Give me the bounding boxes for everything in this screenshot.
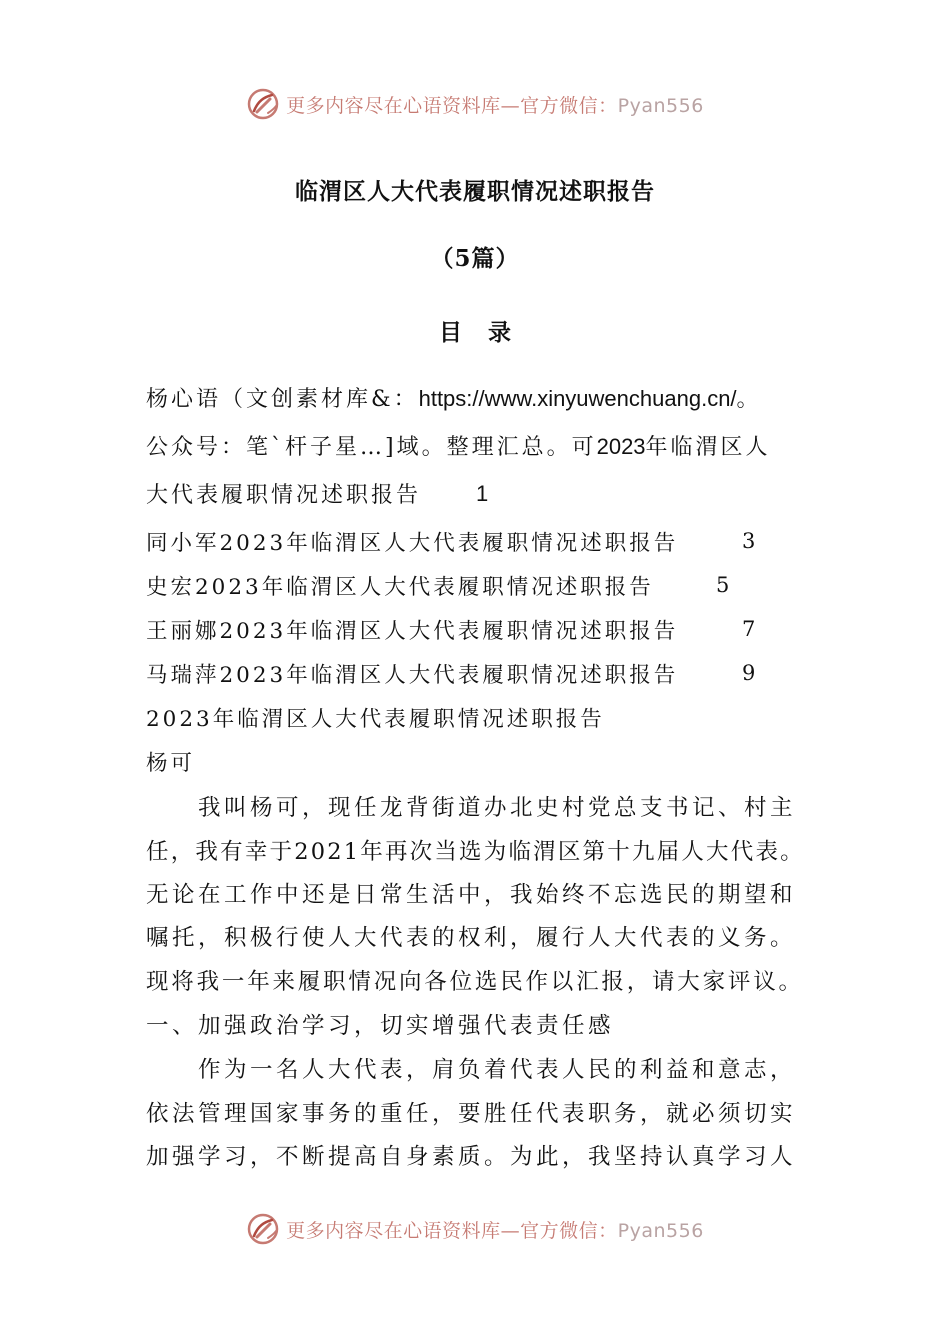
- body-line: 任，我有幸于2021年再次当选为临渭区第十九届人大代表。: [146, 839, 805, 865]
- toc-page-number: 1: [476, 481, 489, 506]
- body-line: 作为一名人大代表，肩负着代表人民的利益和意志，: [146, 1057, 797, 1083]
- watermark-wechat-id: Pyan556: [617, 1219, 704, 1242]
- toc-entry[interactable]: 王丽娜2023年临渭区人大代表履职情况述职报告: [146, 619, 679, 644]
- toc-heading: 目录: [439, 319, 537, 346]
- pen-signature-icon: [246, 87, 280, 121]
- document-subtitle: （5篇）: [430, 245, 520, 272]
- toc-entry[interactable]: 马瑞萍2023年临渭区人大代表履职情况述职报告: [146, 663, 679, 688]
- source-url: https://www.xinyuwenchuang.cn/: [418, 386, 737, 411]
- toc-entry[interactable]: 大代表履职情况述职报告: [146, 483, 422, 508]
- toc-page-number: 3: [742, 529, 756, 553]
- toc-page-number: 7: [742, 617, 756, 641]
- body-line: 嘱托，积极行使人大代表的权利，履行人大代表的义务。: [146, 925, 797, 951]
- pen-signature-icon: [246, 1212, 280, 1246]
- toc-page-number: 5: [716, 573, 730, 597]
- intro-line-1: 杨心语（文创素材库&：https://www.xinyuwenchuang.cn/。: [146, 386, 762, 412]
- watermark-text: 更多内容尽在心语资料库—官方微信：Pyan556: [286, 94, 704, 117]
- body-line: 我叫杨可，现任龙背街道办北史村党总支书记、村主: [146, 795, 797, 821]
- toc-page-number: 9: [742, 661, 756, 685]
- watermark-banner-bottom: [0, 1207, 950, 1251]
- section-heading: 一、加强政治学习，切实增强代表责任感: [146, 1013, 615, 1039]
- author-name: 杨可: [146, 751, 196, 776]
- section-title: 2023年临渭区人大代表履职情况述职报告: [146, 707, 605, 732]
- document-title: 临渭区人大代表履职情况述职报告: [295, 178, 655, 205]
- body-line: 现将我一年来履职情况向各位选民作以汇报，请大家评议。: [146, 969, 804, 995]
- toc-entry[interactable]: 史宏2023年临渭区人大代表履职情况述职报告: [146, 575, 654, 600]
- body-line: 依法管理国家事务的重任，要胜任代表职务，就必须切实: [146, 1101, 797, 1127]
- watermark-text: 更多内容尽在心语资料库—官方微信：Pyan556: [286, 1219, 704, 1242]
- body-line: 无论在工作中还是日常生活中，我始终不忘选民的期望和: [146, 882, 797, 908]
- body-line: 加强学习，不断提高自身素质。为此，我坚持认真学习人: [146, 1144, 797, 1170]
- watermark-banner-top: [0, 82, 950, 126]
- toc-entry[interactable]: 同小军2023年临渭区人大代表履职情况述职报告: [146, 531, 679, 556]
- intro-line-2: 公众号：笔`杆子星…]域。整理汇总。可2023年临渭区人: [146, 434, 771, 460]
- watermark-wechat-id: Pyan556: [617, 94, 704, 117]
